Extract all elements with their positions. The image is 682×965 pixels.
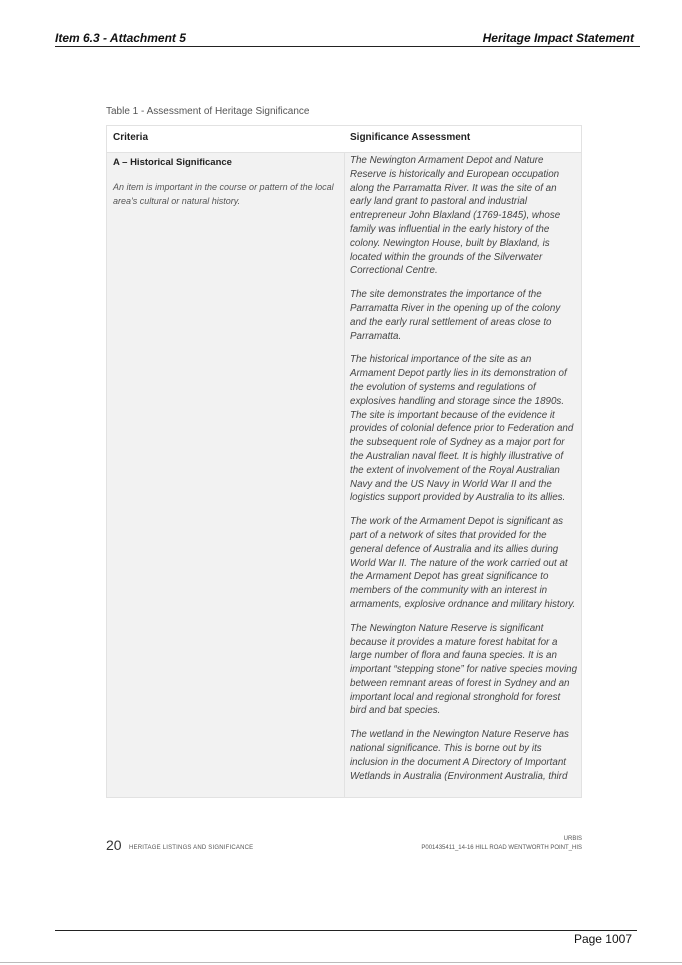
footer-page-number: 20 (106, 837, 122, 853)
column-header-assessment: Significance Assessment (350, 132, 471, 143)
table-header-row (107, 126, 581, 153)
assessment-paragraph: The work of the Armament Depot is significant as part of a network of sites that provided for the general defence of Australia and its allies during World War II. The nature of the work carried out at the Armament Depot has great significance to members of the community with an interest in armaments, explosive ordnance and military history. (350, 516, 576, 610)
significance-table (106, 125, 582, 798)
assessment-paragraph: The Newington Armament Depot and Nature Reserve is historically and European occupation along the Parramatta River. It was the site of an early land grant to pastoral and industrial entrepreneur John Blaxland (1769-1845), whose family was influential in the early history of the colony. Newington House, built by Blaxland, is located within the grounds of the Silverwater Correctional Centre. (350, 155, 561, 277)
footer-brand: URBIS (563, 836, 582, 842)
assessment-paragraph: The Newington Nature Reserve is significant because it provides a mature forest habitat for a large number of flora and fauna species. It is an important “stepping stone” for native species moving between remnant areas of forest in Sydney and an important local and regional stronghold for forest bird and bat species. (350, 622, 578, 717)
assessment-paragraph: The site demonstrates the importance of the Parramatta River in the opening up of the colony and the early rural settlement of areas close to Parramatta. (350, 289, 561, 342)
criterion-title: A – Historical Significance (113, 157, 232, 168)
table-caption: Table 1 - Assessment of Heritage Significance (106, 106, 310, 117)
page-label: Page 1007 (573, 932, 632, 946)
assessment-paragraph: The historical importance of the site as an Armament Depot partly lies in its demonstration of the evolution of systems and regulations of explosives handling and storage since the 1890s. The site is important because of the evidence it provides of colonial defence prior to Federation and the subsequent role of Sydney as a major port for the Australian naval fleet. It is highly illustrative of the extent of involvement of the Royal Australian Navy and the US Navy in World War II and the logistics support provided by Australia to its allies. (350, 354, 574, 504)
document-header (55, 30, 640, 47)
column-header-criteria: Criteria (113, 132, 149, 143)
criterion-description: An item is important in the course or pattern of the local area's cultural or natural history. (113, 182, 334, 206)
assessment-cell (345, 153, 581, 798)
footer-divider (55, 930, 637, 931)
assessment-paragraph: The wetland in the Newington Nature Reserve has national significance. This is borne out by its inclusion in the document A Directory of Important Wetlands in Australia (Environment Australia, third (350, 729, 569, 782)
attachment-label: Item 6.3 - Attachment 5 (55, 31, 186, 45)
criteria-cell (107, 153, 345, 798)
page-edge (0, 962, 682, 963)
assessment-text (350, 154, 578, 793)
document-title: Heritage Impact Statement (482, 31, 634, 45)
footer-reference: P0014354​11_14-16 HILL ROAD WENTWORTH POINT_HIS (421, 845, 582, 851)
footer-section-label: HERITAGE LISTINGS AND SIGNIFICANCE (129, 845, 254, 851)
